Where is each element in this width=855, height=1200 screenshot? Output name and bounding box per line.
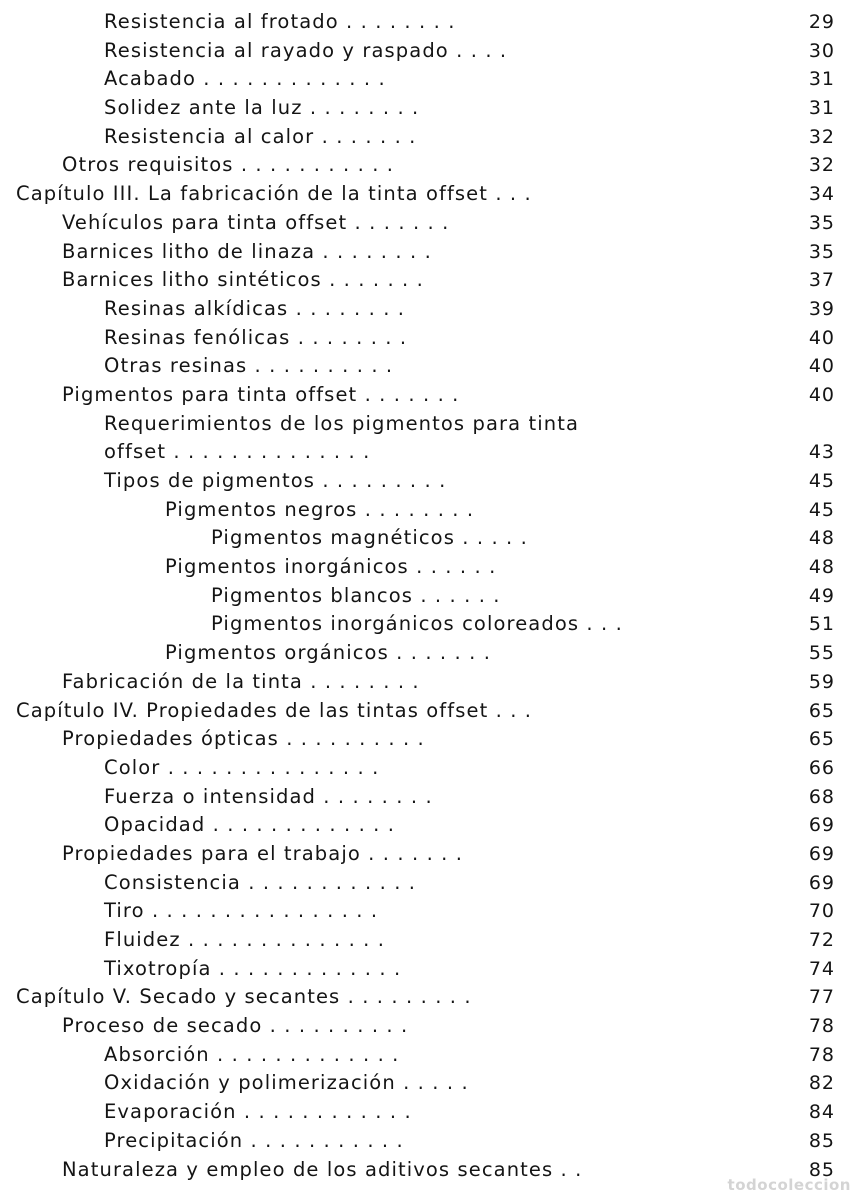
toc-row — [0, 582, 855, 611]
toc-row — [0, 295, 855, 324]
toc-entry-title: Tiro . . . . . . . . . . . . . . . . — [104, 899, 379, 923]
toc-page-number: 82 — [808, 1072, 835, 1095]
toc-page-number: 70 — [808, 900, 835, 923]
toc-page-number: 31 — [808, 68, 835, 91]
toc-row — [0, 8, 855, 37]
toc-page-number: 66 — [808, 756, 835, 779]
toc-entry-title: Fuerza o intensidad . . . . . . . . — [104, 784, 433, 808]
toc-row — [0, 238, 855, 267]
toc-entry-title: Precipitación . . . . . . . . . . . — [104, 1128, 404, 1152]
toc-entry-title: Otros requisitos . . . . . . . . . . . — [62, 153, 395, 177]
toc-row — [0, 467, 855, 496]
toc-row — [0, 1041, 855, 1070]
toc-row — [0, 352, 855, 381]
toc-row — [0, 438, 855, 467]
toc-page-number: 48 — [808, 556, 835, 579]
toc-page-number: 40 — [808, 383, 835, 406]
toc-entry-title: Pigmentos inorgánicos . . . . . . — [165, 555, 497, 579]
toc-page-number: 35 — [808, 240, 835, 263]
toc-entry-title: Pigmentos blancos . . . . . . — [211, 583, 501, 607]
toc-entry-title: Solidez ante la luz . . . . . . . . — [104, 96, 420, 120]
toc-entry-title: Absorción . . . . . . . . . . . . . — [104, 1042, 400, 1066]
toc-entry-title: Fluidez . . . . . . . . . . . . . . — [104, 928, 386, 951]
toc-row — [0, 94, 855, 123]
toc-page-number: 45 — [808, 498, 835, 521]
toc-entry-title: Capítulo IV. Propiedades de las tintas offset . . . — [16, 698, 533, 722]
toc-row — [0, 180, 855, 209]
toc-page-number: 65 — [808, 699, 835, 722]
toc-entry-title: Resistencia al frotado . . . . . . . . — [104, 10, 456, 33]
toc-page-number: 51 — [808, 613, 835, 636]
toc-entry-title: Pigmentos inorgánicos coloreados . . . — [211, 612, 623, 636]
toc-row — [0, 381, 855, 410]
toc-row — [0, 324, 855, 353]
toc-entry-title: Pigmentos negros . . . . . . . . — [165, 497, 475, 521]
toc-row — [0, 840, 855, 869]
toc-entry-title: Propiedades ópticas . . . . . . . . . . — [62, 727, 425, 751]
toc-row — [0, 1098, 855, 1127]
toc-row — [0, 209, 855, 238]
toc-entry-title: Color . . . . . . . . . . . . . . . — [104, 755, 380, 779]
toc-page-number: 68 — [808, 785, 835, 808]
toc-row — [0, 1127, 855, 1156]
toc-entry-title: Vehículos para tinta offset . . . . . . . — [62, 210, 450, 234]
toc-row — [0, 697, 855, 726]
toc-row — [0, 869, 855, 898]
toc-row — [0, 610, 855, 639]
toc-page-number: 40 — [808, 355, 835, 378]
toc-row — [0, 266, 855, 295]
toc-entry-title: Tixotropía . . . . . . . . . . . . . — [104, 956, 402, 980]
toc-entry-title: Tipos de pigmentos . . . . . . . . . — [104, 469, 447, 492]
toc-entry-title: Resinas fenólicas . . . . . . . . — [104, 325, 408, 349]
toc-page-number: 78 — [808, 1015, 835, 1038]
toc-row — [0, 926, 855, 955]
toc-row — [0, 1012, 855, 1041]
toc-page-number: 72 — [808, 929, 835, 951]
toc-row — [0, 983, 855, 1012]
toc-row — [0, 783, 855, 812]
toc-row — [0, 754, 855, 783]
toc-page-number: 45 — [808, 470, 835, 492]
toc-entry-title: Pigmentos orgánicos . . . . . . . — [165, 641, 492, 665]
toc-page-number: 37 — [808, 269, 835, 292]
toc-entry-title: Requerimientos de los pigmentos para tinta — [104, 411, 579, 435]
toc-page-number: 40 — [808, 326, 835, 349]
table-of-contents — [0, 8, 855, 1184]
toc-entry-title: Fabricación de la tinta . . . . . . . . — [62, 669, 420, 693]
toc-page-number: 85 — [808, 1129, 835, 1152]
toc-row — [0, 1069, 855, 1098]
toc-entry-title: Consistencia . . . . . . . . . . . . — [104, 870, 417, 894]
toc-row — [0, 524, 855, 553]
toc-page-number: 43 — [808, 441, 835, 464]
toc-entry-title: Capítulo III. La fabricación de la tinta offset . . . — [16, 182, 532, 206]
toc-page-number: 32 — [808, 125, 835, 148]
toc-page-number: 55 — [808, 642, 835, 665]
toc-row — [0, 37, 855, 66]
toc-page-number: 32 — [808, 154, 835, 177]
toc-entry-title: Naturaleza y empleo de los aditivos secantes . . — [62, 1157, 583, 1181]
toc-entry-title: Propiedades para el trabajo . . . . . . . — [62, 841, 464, 865]
toc-page-number: 34 — [808, 183, 835, 206]
toc-entry-title: Pigmentos para tinta offset . . . . . . . — [62, 382, 460, 406]
toc-row — [0, 639, 855, 668]
toc-row — [0, 123, 855, 152]
toc-page-number: 49 — [808, 584, 835, 607]
toc-entry-title: Proceso de secado . . . . . . . . . . — [62, 1014, 409, 1038]
toc-page-number: 78 — [808, 1043, 835, 1066]
toc-page-number: 77 — [808, 986, 835, 1009]
toc-entry-title: Oxidación y polimerización . . . . . — [104, 1071, 469, 1095]
toc-entry-title: Barnices litho de linaza . . . . . . . . — [62, 239, 432, 263]
toc-row — [0, 668, 855, 697]
toc-entry-title: Opacidad . . . . . . . . . . . . . — [104, 813, 396, 837]
toc-page-number: 69 — [808, 814, 835, 837]
toc-row — [0, 725, 855, 754]
toc-entry-title: Resinas alkídicas . . . . . . . . — [104, 296, 406, 320]
toc-page-number: 31 — [808, 97, 835, 120]
toc-page-number: 29 — [808, 11, 835, 33]
toc-entry-title: Resistencia al rayado y raspado . . . . — [104, 38, 508, 62]
toc-row — [0, 955, 855, 984]
toc-entry-title: Resistencia al calor . . . . . . . — [104, 124, 417, 148]
toc-page-number: 69 — [808, 842, 835, 865]
toc-page-number: 74 — [808, 957, 835, 980]
toc-row — [0, 897, 855, 926]
toc-page-number: 84 — [808, 1101, 835, 1124]
watermark-logo: todocoleccion — [727, 1176, 851, 1194]
toc-page-number: 59 — [808, 670, 835, 693]
toc-entry-title: Pigmentos magnéticos . . . . . — [211, 526, 528, 550]
toc-entry-title: offset . . . . . . . . . . . . . . — [104, 440, 371, 464]
toc-entry-title: Barnices litho sintéticos . . . . . . . — [62, 268, 424, 292]
toc-row — [0, 65, 855, 94]
toc-entry-title: Acabado . . . . . . . . . . . . . — [104, 67, 386, 91]
toc-row — [0, 151, 855, 180]
toc-page-number: 69 — [808, 871, 835, 894]
toc-entry-title: Capítulo V. Secado y secantes . . . . . . . . . — [16, 985, 472, 1009]
toc-page-number: 35 — [808, 211, 835, 234]
toc-page-number: 39 — [808, 297, 835, 320]
toc-entry-title: Evaporación . . . . . . . . . . . . — [104, 1100, 412, 1124]
toc-row — [0, 496, 855, 525]
toc-page-number: 85 — [808, 1158, 835, 1181]
toc-row — [0, 811, 855, 840]
toc-row — [0, 553, 855, 582]
toc-entry-title: Otras resinas . . . . . . . . . . — [104, 354, 394, 378]
toc-page-number: 30 — [808, 39, 835, 62]
toc-row — [0, 410, 855, 439]
toc-page-number: 48 — [808, 527, 835, 550]
toc-page-number: 65 — [808, 728, 835, 751]
